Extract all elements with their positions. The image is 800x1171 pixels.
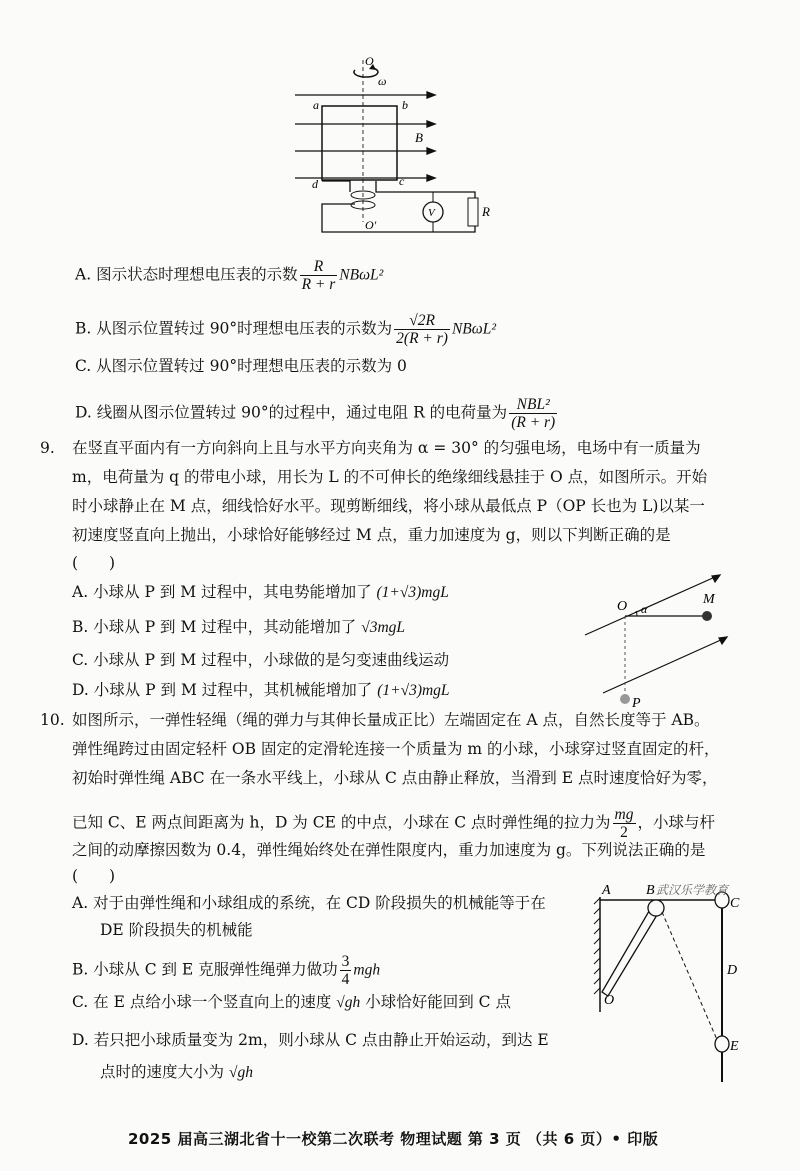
q9-stem-line: 时小球静止在 M 点，细线恰好水平。现剪断细线，将小球从最低点 P（OP 长也为 L)以某一 xyxy=(72,497,705,515)
generator-circuit-diagram xyxy=(285,52,490,247)
point-label-a: A xyxy=(602,883,611,898)
resistor-label: R xyxy=(482,204,490,219)
watermark: 武汉乐学教育 xyxy=(656,883,729,897)
q9-option-d: D. 小球从 P 到 M 过程中，其机械能增加了 (1+√3)mgL xyxy=(72,681,450,699)
corner-label-c: c xyxy=(399,174,405,188)
q10-stem-line: 初始时弹性绳 ABC 在一条水平线上，小球从 C 点由静止释放，当滑到 E 点时速度恰好为零， xyxy=(72,769,718,787)
q8-option-d: D. 线圈从图示位置转过 90°的过程中，通过电阻 R 的电荷量为 $\frac{\text{NBL²}}{(R + r)}$ xyxy=(75,396,556,431)
q9-number: 9. xyxy=(40,439,55,457)
q10-stem-line: 之间的动摩擦因数为 0.4，弹性绳始终处在弹性限度内，重力加速度为 g。下列说法正确的是 xyxy=(72,841,706,859)
point-label-m: M xyxy=(703,592,715,607)
q9-stem-line: m，电荷量为 q 的带电小球，用长为 L 的不可伸长的绝缘细线悬挂于 O 点，如图所示。开始 xyxy=(72,468,708,486)
q10-option-d: D. 若只把小球质量变为 2m，则小球从 C 点由静止开始运动，到达 E xyxy=(72,1031,549,1049)
voltmeter-label: V xyxy=(428,207,435,219)
q10-option-a: A. 对于由弹性绳和小球组成的系统，在 CD 阶段损失的机械能等于在 xyxy=(72,894,546,912)
omega-label: ω xyxy=(378,74,387,88)
field-label-b: B xyxy=(415,130,423,145)
point-label-c: C xyxy=(730,896,740,911)
q10-stem-line: 弹性绳跨过由固定轻杆 OB 固定的定滑轮连接一个质量为 m 的小球，小球穿过竖直固定的杆， xyxy=(72,740,720,758)
q10-option-c: C. 在 E 点给小球一个竖直向上的速度 √gh 小球恰好能回到 C 点 xyxy=(72,993,511,1011)
q9-option-b: B. 小球从 P 到 M 过程中，其动能增加了 √3mgL xyxy=(72,618,406,636)
electric-field-diagram xyxy=(575,575,745,710)
q10-option-a-cont: DE 阶段损失的机械能 xyxy=(100,921,253,939)
q10-option-d-cont: 点时的速度大小为 √gh xyxy=(100,1063,253,1081)
corner-label-b: b xyxy=(402,98,408,112)
point-label-o: O xyxy=(617,599,628,614)
q9-option-a: A. 小球从 P 到 M 过程中，其电势能增加了 (1+√3)mgL xyxy=(72,583,449,601)
q10-stem-line: 已知 C、E 两点间距离为 h，D 为 CE 的中点，小球在 C 点时弹性绳的拉力为 $\frac{mg}{2}$ ，小球与杆 xyxy=(72,806,716,841)
q9-option-c: C. 小球从 P 到 M 过程中，小球做的是匀变速曲线运动 xyxy=(72,651,450,669)
q8-option-b: B. 从图示位置转过 90°时理想电压表的示数为 $\frac{√2R}{2(R + r)}$ NBωL² xyxy=(75,312,496,347)
q8-option-a: A. 图示状态时理想电压表的示数 $\frac{R}{R + r}$ NBωL² xyxy=(75,258,384,293)
corner-label-d: d xyxy=(312,177,318,191)
q10-stem-line: 如图所示，一弹性轻绳（绳的弹力与其伸长量成正比）左端固定在 A 点，自然长度等于 AB。 xyxy=(72,711,710,729)
point-label-e: E xyxy=(730,1039,739,1054)
corner-label-a: a xyxy=(313,98,319,112)
point-label-b: B xyxy=(646,883,655,898)
q10-number: 10. xyxy=(40,711,65,729)
axis-label-o-prime: O' xyxy=(365,218,377,232)
angle-label-alpha: α xyxy=(641,602,648,616)
q10-option-b: B. 小球从 C 到 E 克服弹性绳弹力做功 $\frac{3}{4}$ mgh xyxy=(72,953,381,988)
q8-option-c: C. 从图示位置转过 90°时理想电压表的示数为 0 xyxy=(75,357,407,375)
point-label-o: O xyxy=(604,993,615,1008)
page-footer: 2025 届高三湖北省十一校第二次联考 物理试题 第 3 页 （共 6 页）• 印版 xyxy=(128,1130,659,1148)
q9-stem-line: 初速度竖直向上抛出，小球恰好能够经过 M 点，重力加速度为 g，则以下判断正确的是 xyxy=(72,526,671,544)
q10-answer-paren: ( ) xyxy=(72,867,116,885)
q9-answer-paren: ( ) xyxy=(72,554,116,572)
elastic-rope-diagram xyxy=(590,882,755,1087)
q9-stem-line: 在竖直平面内有一方向斜向上且与水平方向夹角为 α = 30° 的匀强电场，电场中有一质量为 xyxy=(72,439,701,457)
point-label-d: D xyxy=(727,963,738,978)
axis-label-o: O xyxy=(365,54,374,68)
point-label-p: P xyxy=(632,696,641,711)
